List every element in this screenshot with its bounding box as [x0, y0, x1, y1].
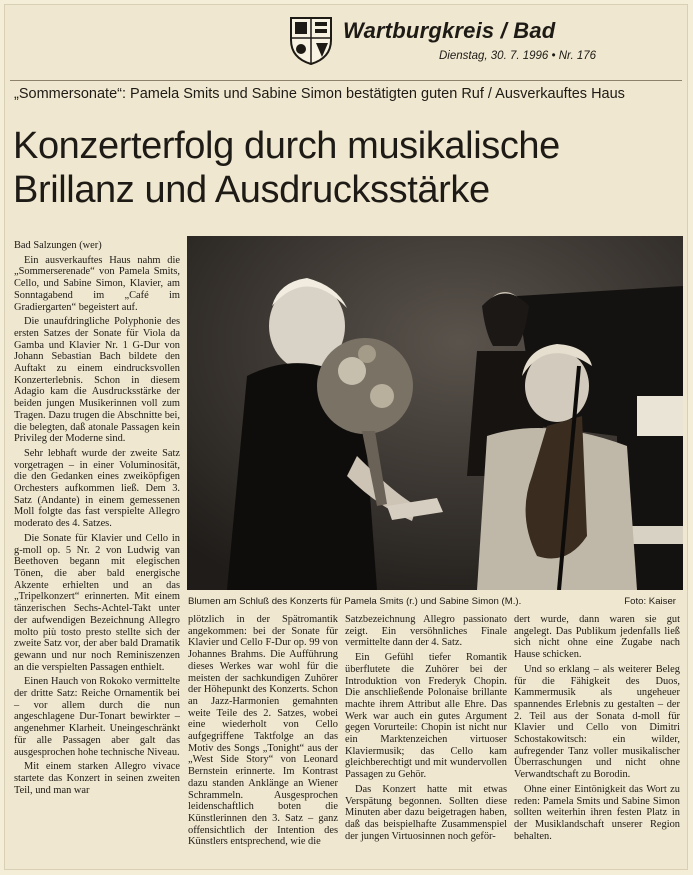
article-paragraph: plötzlich in der Spätromantik angekommen: bei der Sonate für Klavier und Cello F-Dur op. 99 von Johannes Brahms. Die Aufführung dieses Werkes war wohl für die meisten der sachkundigen Zuhörer der Höhepunkt des Konzerts. Schon an Jazz-Harmonien gemahnten weite Teile des 2. Satzes, wobei eine wiederholt von Cello aufgegriffene Taktfolge an das Motiv des Songs „Tonight“ aus der „West Side Story“ von Leonard Bernstein erinnerte. Im Kontrast dazu standen Anklänge an Wiener Schrammeln. Ausgesprochen leidenschaftlich boten die Künstlerinnen den 3. Satz – ganz offensichtlich der Intention des Künstlers entsprechend, wie die: [188, 614, 338, 848]
caption-text: Blumen am Schluß des Konzerts für Pamela Smits (r.) und Sabine Simon (M.).: [188, 596, 522, 607]
photo-caption: [188, 596, 682, 607]
article-paragraph: Das Konzert hatte mit etwas Verspätung begonnen. Sollten diese Minuten aber dazu beigetragen haben, daß das beispielhafte Zusammenspiel der jungen Virtuosinnen noch geför-: [345, 783, 507, 842]
newspaper-title: Wartburgkreis / Bad: [343, 18, 556, 43]
article-paragraph: Ohne einer Eintönigkeit das Wort zu reden: Pamela Smits und Sabine Simon sollten weiterhin ihren festen Platz in der Musiklandschaft unserer Region behalten.: [514, 783, 680, 842]
article-column-1: [14, 240, 180, 799]
article-paragraph: Die unaufdringliche Polyphonie des ersten Satzes der Sonate für Viola da Gamba und Klavier Nr. 1 G-Dur von Johann Sebastian Bach bildete den Auftakt zu einem eindrucksvollen Konzerterlebnis. Schon in diesem Adagio kam die Ausdrucksstärke der beiden jungen Musikerinnen voll zum Tragen. Dazu trugen die Abschnitte bei, die belegten, daß atonale Passagen kein Privileg der Moderne sind.: [14, 316, 180, 445]
article-paragraph: Ein Gefühl tiefer Romantik überflutete die Zuhörer bei der Introduktion von Frederyk Chopin. Die anschließende Polonaise brillante machte ihrem Attribut alle Ehre. Das Werk war auch ein gutes Argument gegen Vorurteile: Chopin ist nicht nur ein Marktenzeichen virtuoser Klaviermusik; das Cello kam gleichberechtigt und mit wundervollen Passagen zu Gehör.: [345, 652, 507, 781]
photo-credit: Foto: Kaiser: [624, 596, 676, 607]
article-paragraph: dert wurde, dann waren sie gut angelegt. Das Publikum jedenfalls ließ sich nicht ohne eine Zugabe nach Hause schicken.: [514, 614, 680, 661]
article-column-2: [188, 614, 338, 851]
article-headline: [13, 124, 683, 212]
article-paragraph: Sehr lebhaft wurde der zweite Satz vorgetragen – in einer Voluminosität, die den Gedanken eines zweiköpfigen Orchesters aufkommen ließ. Dem 3. Satz (Andante) in einem gemessenen Moll folgte das fast verspielte Allegro moderato des 4. Satzes.: [14, 447, 180, 530]
article-paragraph: Mit einem starken Allegro vivace startete das Konzert in seinen zweiten Teil, und man war: [14, 761, 180, 796]
issue-dateline: Dienstag, 30. 7. 1996 • Nr. 176: [439, 50, 597, 62]
headline-line-2: Brillanz und Ausdrucksstärke: [13, 169, 490, 211]
article-paragraph: Die Sonate für Klavier und Cello in g-moll op. 5 Nr. 2 von Ludwig van Beethoven begann mit elegischen Tönen, die aber bald energische Akzente erhielten und an das „Tripelkonzert“ erinnerten. Mit einem tänzerischen Sechs-Achtel-Takt unter der aufwendigen Bezeichnung Allegro molto più tosto presto stellte sich der zweite Satz vor, der aber bald Dramatik gewann und nur noch Reminiszenzen an die verspielten Passagen enthielt.: [14, 532, 180, 673]
divider: [10, 80, 682, 81]
article-column-3: [345, 614, 507, 845]
masthead: [285, 12, 685, 74]
concert-photo: [187, 236, 683, 590]
coat-of-arms-icon: [287, 12, 335, 66]
headline-line-1: Konzerterfolg durch musikalische: [13, 125, 560, 167]
article-paragraph: Ein ausverkauftes Haus nahm die „Sommerserenade“ von Pamela Smits, Cello, und Sabine Simon, Klavier, am Sonntagabend im „Café im Gradiergarten“ begeistert auf.: [14, 254, 180, 313]
article-paragraph: Und so erklang – als weiterer Beleg für die Fähigkeit des Duos, Kammermusik als ungeheuer spannendes Erlebnis zu gestalten – der 2. Teil aus der Sonata d-moll für Klavier und Cello von Dimitri Schostakowitsch: ein wilder, aufregender Tanz voller musikalischer Überraschungen und nicht ohne Verwandtschaft zu Borodin.: [514, 663, 680, 781]
article-column-4: [514, 614, 680, 845]
article-paragraph: Satzbezeichnung Allegro passionato zeigt. Ein versöhnliches Finale vermittelte dann der 4. Satz.: [345, 614, 507, 649]
article-kicker: „Sommersonate“: Pamela Smits und Sabine Simon bestätigten guten Ruf / Ausverkauftes Haus: [14, 86, 625, 102]
article-paragraph: Einen Hauch von Rokoko vermittelte der dritte Satz: Reiche Ornamentik bei – vor allem durch die nun angeschlagene Dur-Tonart bewirkter – angenehmer Klarheit. Uneingeschränkt für alle Passagen aber galt das ausgesprochen hohe technische Niveau.: [14, 676, 180, 758]
article-paragraph: Bad Salzungen (wer): [14, 240, 102, 251]
